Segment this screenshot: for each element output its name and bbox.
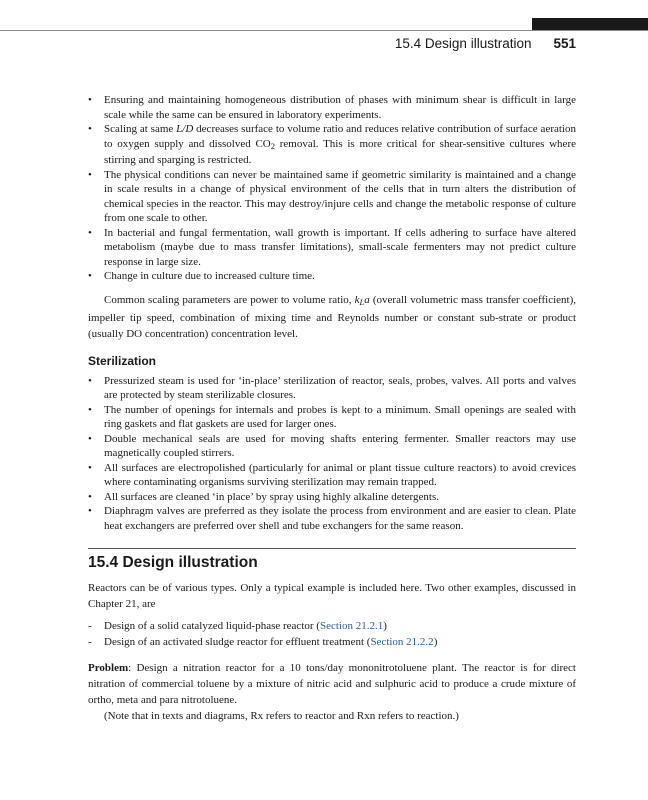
page-body: [88, 93, 576, 724]
bullet-mark: •: [88, 374, 92, 387]
bullet-mark: •: [88, 432, 92, 445]
list-item: • Ensuring and maintaining homogeneous distribution of phases with minimum shear is difficult in large scale while the same can be ensured in laboratory experiments.: [88, 94, 576, 121]
list-item: • Diaphragm valves are preferred as they isolate the process from environment and are easier to clean. Plate heat exchangers are preferred over shell and tube exchangers for the same reason.: [88, 505, 576, 532]
dash-mark: -: [88, 620, 92, 632]
section-heading: 15.4 Design illustration: [88, 554, 258, 571]
scaleup-issues-list: [88, 93, 576, 284]
list-item: • The physical conditions can never be maintained same if geometric similarity is maintained and a change in scale results in a change of physical environment of the cells that in turn alters the distribution of chemical species in the reactor. This may destroy/injure cells and change the metabolic response of culture from one scale to other.: [88, 168, 576, 224]
sterilization-list: [88, 374, 576, 534]
section-rule: [88, 548, 576, 549]
section-intro: Reactors can be of various types. Only a typical example is included here. Two other examples, discussed in Chapter 21, are: [88, 582, 576, 610]
examples-list: [88, 618, 576, 650]
list-item: • Pressurized steam is used for ‘in-place’ sterilization of reactor, seals, probes, valves. All ports and valves are protected by steam sterilizable closures.: [88, 374, 576, 401]
list-item: • Double mechanical seals are used for moving shafts entering fermenter. Smaller reactors may use magnetically coupled stirrers.: [88, 432, 576, 459]
problem-statement: Problem: Design a nitration reactor for a 10 tons/day mononitrotoluene plant. The reactor is for direct nitration of commercial toluene by a mixture of nitric acid and sulphuric acid to produce a crude mixture of ortho, meta and para nitrotoluene.: [88, 662, 576, 706]
dash-mark: -: [88, 636, 92, 648]
section-link[interactable]: Section 21.2.1: [319, 620, 384, 632]
sterilization-heading: Sterilization: [88, 353, 157, 368]
bullet-mark: •: [88, 94, 92, 106]
bullet-mark: •: [88, 226, 92, 239]
list-item: • In bacterial and fungal fermentation, wall growth is important. If cells adhering to surface have altered metabolism (maybe due to mass transfer limitations), small-scale fermenters may not predict culture response in large size.: [88, 226, 576, 268]
running-head: [395, 36, 576, 51]
list-item: - Design of a solid catalyzed liquid-phase reactor (Section 21.2.1): [88, 620, 387, 632]
list-item: • All surfaces are cleaned ‘in place’ by spray using highly alkaline detergents.: [88, 490, 439, 503]
bullet-mark: •: [88, 461, 92, 474]
bullet-mark: •: [88, 123, 92, 135]
note-paragraph: (Note that in texts and diagrams, Rx refers to reactor and Rxn refers to reaction.): [104, 710, 459, 722]
bullet-mark: •: [88, 490, 92, 503]
bullet-mark: •: [88, 270, 92, 282]
section-link[interactable]: Section 21.2.2: [370, 636, 434, 648]
list-item: • All surfaces are electropolished (particularly for animal or plant tissue culture reactors) to avoid crevices where contaminating organisms surviving sterilization may remain trapped.: [88, 461, 576, 488]
bullet-mark: •: [88, 505, 92, 517]
bullet-mark: •: [88, 403, 92, 416]
list-item: • Change in culture due to increased culture time.: [88, 270, 315, 282]
bullet-mark: •: [88, 168, 92, 181]
list-item: • The number of openings for internals and probes is kept to a minimum. Small openings are sealed with ring gaskets and flat gaskets are used for larger ones.: [88, 403, 576, 430]
list-item: • Scaling at same L/D decreases surface to volume ratio and reduces relative contribution of surface aeration to oxygen supply and dissolved $CO_2$ removal. This is more critical for shear-sensitive cultures where stirring and sparging is restricted.: [88, 123, 576, 166]
page-number: 551: [553, 36, 576, 51]
list-item: - Design of an activated sludge reactor for effluent treatment (Section 21.2.2): [88, 636, 438, 648]
header-rule: [0, 30, 648, 31]
scaling-parameters-paragraph: Common scaling parameters are power to volume ratio, $k_La$ (overall volumetric mass transfer coefficient), impeller tip speed, combination of mixing time and Reynolds number or constant sub-strate or product (usually DO concentration) concentration level.: [88, 293, 577, 340]
running-head-title: 15.4 Design illustration: [394, 36, 532, 51]
